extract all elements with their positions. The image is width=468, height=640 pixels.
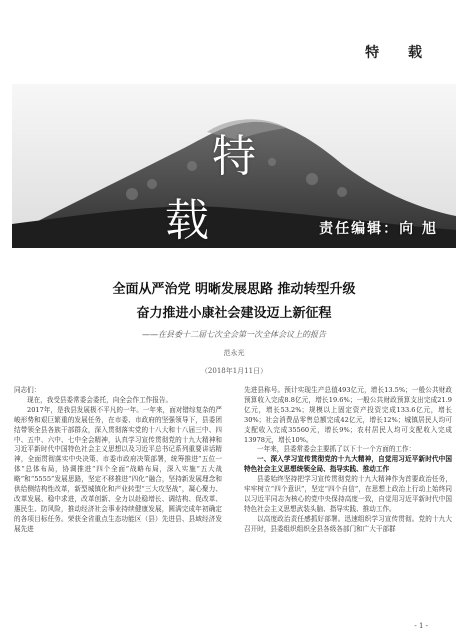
right-text-column	[244, 386, 452, 535]
article-author: 范永光	[223, 349, 245, 357]
banner-title: 特 载	[165, 131, 350, 246]
banner-image	[12, 84, 456, 248]
paragraph: 县委始终坚持把学习宣传贯彻党的十九大精神作为首要政治任务，牢牢树立“四个意识”，坚定“四个自信”，在思想上政治上行动上始终同以习近平同志为核心的党中央保持高度一致，自觉用习近平新时代中国特色社会主义思想武装头脑、指导实践、推动工作。	[244, 475, 452, 513]
page-number: - 1 -	[414, 622, 428, 630]
editor-credit: 责任编辑：向 旭	[319, 221, 438, 237]
paragraph: 先进县称号。预计实现生产总值493亿元，增长13.5%；一般公共财政预算收入完成8.8亿元，增长19.6%；一般公共财政预算支出完成21.9亿元，增长53.2%；规模以上固定资产投资完成133.6亿元，增长30%；社会消费品零售总额完成42亿元，增长12%；城镇居民人均可支配收入完成35560元，增长9%；农村居民人均可支配收入完成13978元，增长10%。	[244, 386, 452, 444]
paragraph: 现在，我受县委常委会委托，向全会作工作报告。	[27, 395, 173, 404]
left-text-column	[14, 386, 222, 535]
article-subtitle: ——在县委十二届七次全会第一次全体会议上的报告	[142, 330, 326, 339]
section-label: 特 载	[365, 45, 434, 61]
article-title-line-2: 奋力推进小康社会建设迈上新征程	[136, 306, 332, 321]
paragraph: 一年来，县委常委会主要抓了以下十一个方面的工作：	[257, 445, 416, 454]
paragraph: 以高度政治责任感抓好部署。迅速组织学习宣传贯彻。党的十九大召开时，县委组织组织全县各级各部门和广大干部群	[244, 514, 452, 533]
paragraph: 2017年，是我县发展极不平凡的一年。一年来，面对错综复杂的严峻形势和艰巨繁重的发展任务，在市委、市政府的坚强领导下，县委团结带领全县各族干部群众，深入贯彻落实党的十八大和十八届三中、四中、五中、六中、七中全会精神，认真学习宣传贯彻党的十九大精神和习近平新时代中国特色社会主义思想以及习近平总书记系列重要讲话精神，全面贯彻落实中央决策、市委市政府决策部署，统筹推进“五位一体”总体布局，协调推进“四个全面”战略布局，深入实施“五大战略”和“5555”发展思路，坚定不移推进“四化”融合，坚持新发展理念和供给侧结构性改革，新型城镇化和产业转型“三大攻坚战”，凝心聚力、改革发展、稳中求进，改革创新、全力以赴稳增长、调结构、促改革、惠民生、防风险，推动经济社会事业持续健康发展，圆满完成年初确定的各项目标任务。荣获全省重点生态功能区（县）先进县、县域经济发展先进	[14, 405, 222, 533]
article-title-line-1: 全面从严治党 明晰发展思路 推动转型升级	[112, 282, 356, 297]
paragraph: 一、深入学习宣传贯彻党的十九大精神，自觉用习近平新时代中国特色社会主义思想统领全局、指导实践、推动工作	[244, 455, 452, 474]
article-date: （2018年1月11日）	[200, 367, 268, 375]
paragraph: 同志们：	[14, 386, 41, 394]
